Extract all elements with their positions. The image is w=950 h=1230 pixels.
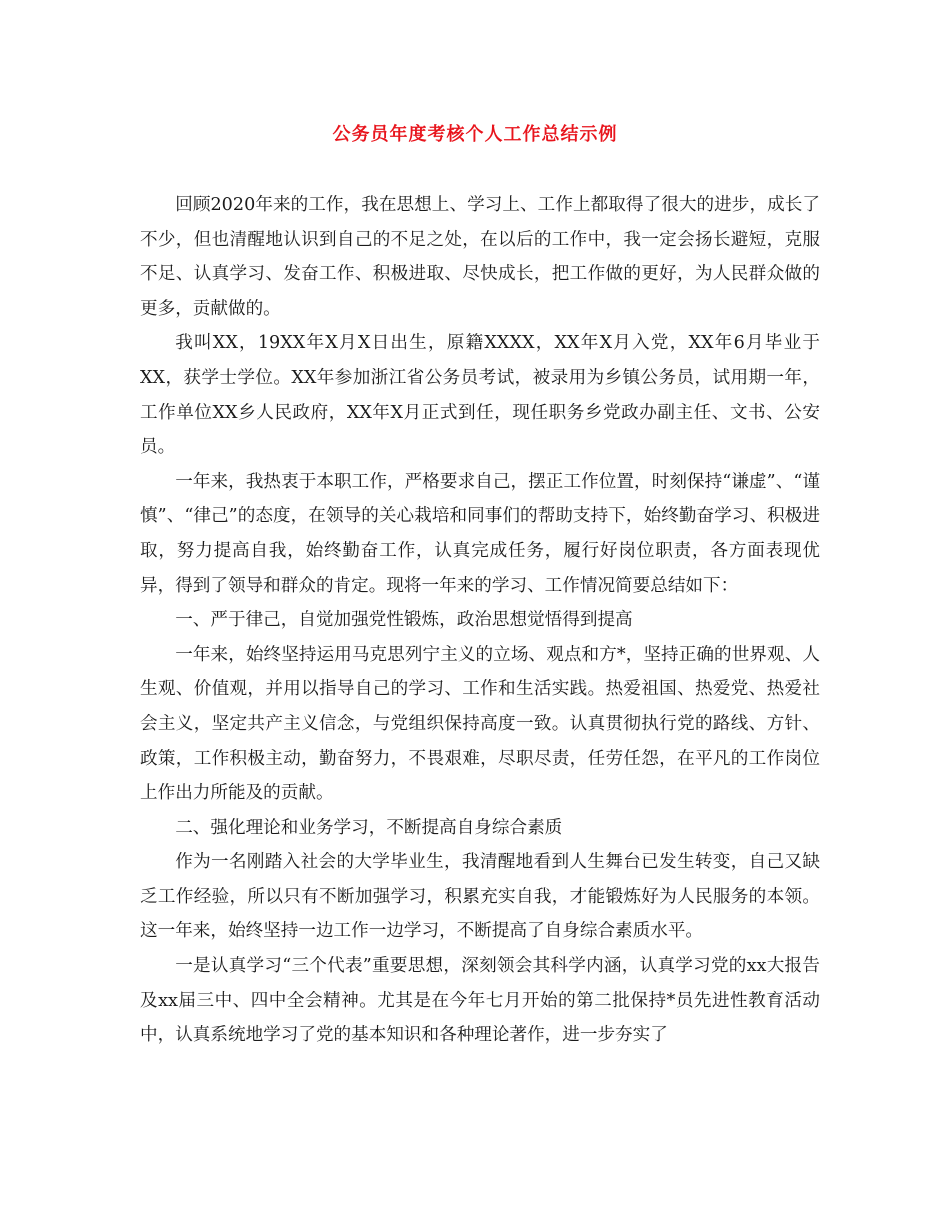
paragraph-overview: 一年来，我热衷于本职工作，严格要求自己，摆正工作位置，时刻保持“谦虚”、“谨慎”、“律己”的态度，在领导的关心栽培和同事们的帮助支持下，始终勤奋学习、积极进取，努力提高自我，始终勤奋工作，认真完成任务，履行好岗位职责，各方面表现优异，得到了领导和群众的肯定。现将一年来的学习、工作情况简要总结如下： <box>140 471 820 596</box>
paragraph-section-2: 作为一名刚踏入社会的大学毕业生，我清醒地看到人生舞台已发生转变，自己又缺乏工作经验，所以只有不断加强学习，积累充实自我，才能锻炼好为人民服务的本领。这一年来，始终坚持一边工作一边学习，不断提高了自身综合素质水平。 <box>140 852 820 942</box>
paragraph-study-item-1: 一是认真学习“三个代表”重要思想，深刻领会其科学内涵，认真学习党的xx大报告及xx届三中、四中全会精神。尤其是在今年七月开始的第二批保持*员先进性教育活动中，认真系统地学习了党的基本知识和各种理论著作，进一步夯实了 <box>140 956 820 1046</box>
paragraph-section-1: 一年来，始终坚持运用马克思列宁主义的立场、观点和方*，坚持正确的世界观、人生观、价值观，并用以指导自己的学习、工作和生活实践。热爱祖国、热爱党、热爱社会主义，坚定共产主义信念，与党组织保持高度一致。认真贯彻执行党的路线、方针、政策，工作积极主动，勤奋努力，不畏艰难，尽职尽责，任劳任怨，在平凡的工作岗位上作出力所能及的贡献。 <box>140 644 820 804</box>
section-heading-2: 二、强化理论和业务学习，不断提高自身综合素质 <box>175 817 563 838</box>
document-body <box>140 188 820 1053</box>
paragraph-personal-info: 我叫XX，19XX年X月X日出生，原籍XXXX，XX年X月入党，XX年6月毕业于XX，获学士学位。XX年参加浙江省公务员考试，被录用为乡镇公务员，试用期一年，工作单位XX乡人民政府，XX年X月正式到任，现任职务乡党政办副主任、文书、公安员。 <box>140 333 820 458</box>
paragraph-review: 回顾2020年来的工作，我在思想上、学习上、工作上都取得了很大的进步，成长了不少，但也清醒地认识到自己的不足之处，在以后的工作中，我一定会扬长避短，克服不足、认真学习、发奋工作、积极进取、尽快成长，把工作做的更好，为人民群众做的更多，贡献做的。 <box>140 195 820 319</box>
section-heading-1: 一、严于律己，自觉加强党性锻炼，政治思想觉悟得到提高 <box>175 610 633 631</box>
document-title: 公务员年度考核个人工作总结示例 <box>332 124 618 145</box>
